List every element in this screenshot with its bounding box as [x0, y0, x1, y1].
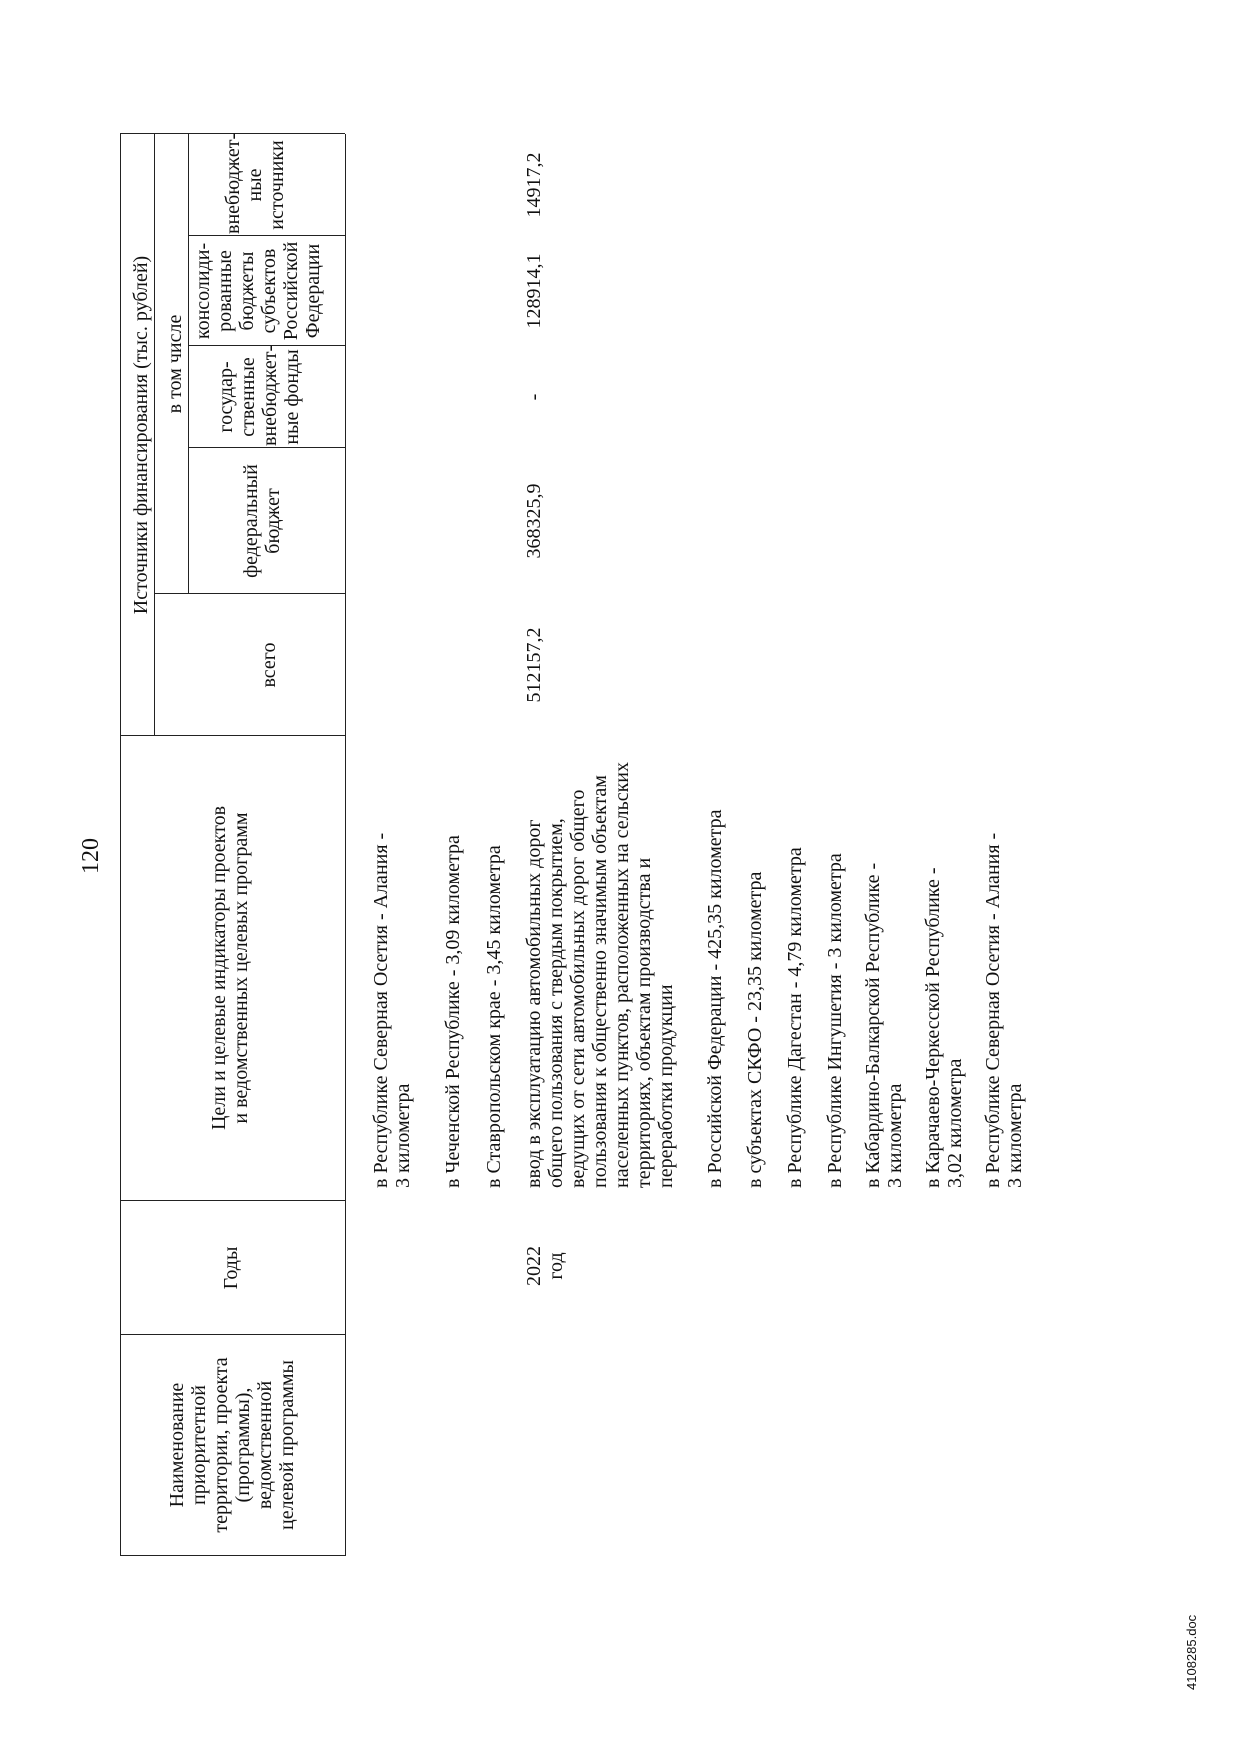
table-top-border — [120, 134, 121, 1556]
header-state-funds-column: государ- ственные внебюджет- ные фонды — [215, 344, 303, 446]
table-header-bottom-border — [345, 134, 346, 1556]
goal-row-1: в Республике Северная Осетия - Алания - 3 километра — [370, 832, 414, 1188]
goal-row-5: в Российской Федерации - 425,35 километра — [704, 809, 726, 1188]
footer-document-code: 4108285.doc — [1184, 1614, 1199, 1690]
value-regional: 128914,1 — [523, 253, 545, 329]
goal-row-3: в Ставропольском крае - 3,45 километра — [483, 845, 505, 1188]
col-border-6 — [188, 447, 345, 448]
col-border-4 — [120, 735, 345, 736]
header-federal-column: федеральный бюджет — [240, 464, 284, 578]
goal-row-6: в субъектах СКФО - 23,35 километра — [744, 871, 766, 1188]
including-underline — [188, 134, 189, 594]
funding-title-underline — [154, 134, 155, 736]
header-extra-column: внебюджет- ные источники — [222, 132, 288, 234]
goal-row-7: в Республике Дагестан - 4,79 километра — [784, 847, 806, 1188]
value-total: 512157,2 — [523, 627, 545, 703]
col-border-1 — [120, 1555, 345, 1556]
goal-row-10: в Карачаево-Черкесской Республике - 3,02 километра — [922, 867, 966, 1188]
value-federal: 368325,9 — [523, 483, 545, 559]
col-border-8 — [188, 235, 345, 236]
header-regional-column: консолиди- рованные бюджеты субъектов Российской Федерации — [192, 241, 324, 341]
header-name-column: Наименование приоритетной территории, проекта (программы), ведомственной целевой программы — [166, 1357, 298, 1533]
header-including: в том числе — [164, 314, 186, 414]
goal-row-11: в Республике Северная Осетия - Алания - 3 километра — [982, 832, 1026, 1188]
header-years-column: Годы — [220, 1246, 242, 1290]
col-border-5 — [154, 593, 345, 594]
goal-row-8: в Республике Ингушетия - 3 километра — [824, 853, 846, 1188]
value-extra: 14917,2 — [523, 152, 545, 218]
value-state-funds: - — [523, 393, 545, 401]
col-border-3 — [120, 1200, 345, 1201]
header-total-column: всего — [258, 642, 280, 688]
goal-row-2: в Чеченской Республике - 3,09 километра — [442, 835, 464, 1188]
goal-row-4: ввод в эксплуатацию автомобильных дорог общего пользования с твердым покрытием, ведущих от сети автомобильных дорог общего пользования к общественно значимым объектам населенных пунктов, расположенных на сельских территориях, объектам производства и переработки продукции — [523, 762, 677, 1188]
header-funding-title: Источники финансирования (тыс. рублей) — [130, 255, 152, 615]
col-border-2 — [120, 1334, 345, 1335]
header-goals-column: Цели и целевые индикаторы проектов и ведомственных целевых программ — [208, 805, 252, 1131]
goal-row-9: в Кабардино-Балкарской Республике - 3 километра — [862, 862, 906, 1188]
page-number: 120 — [78, 838, 104, 874]
year-cell-2022: 2022 год — [523, 1246, 567, 1286]
